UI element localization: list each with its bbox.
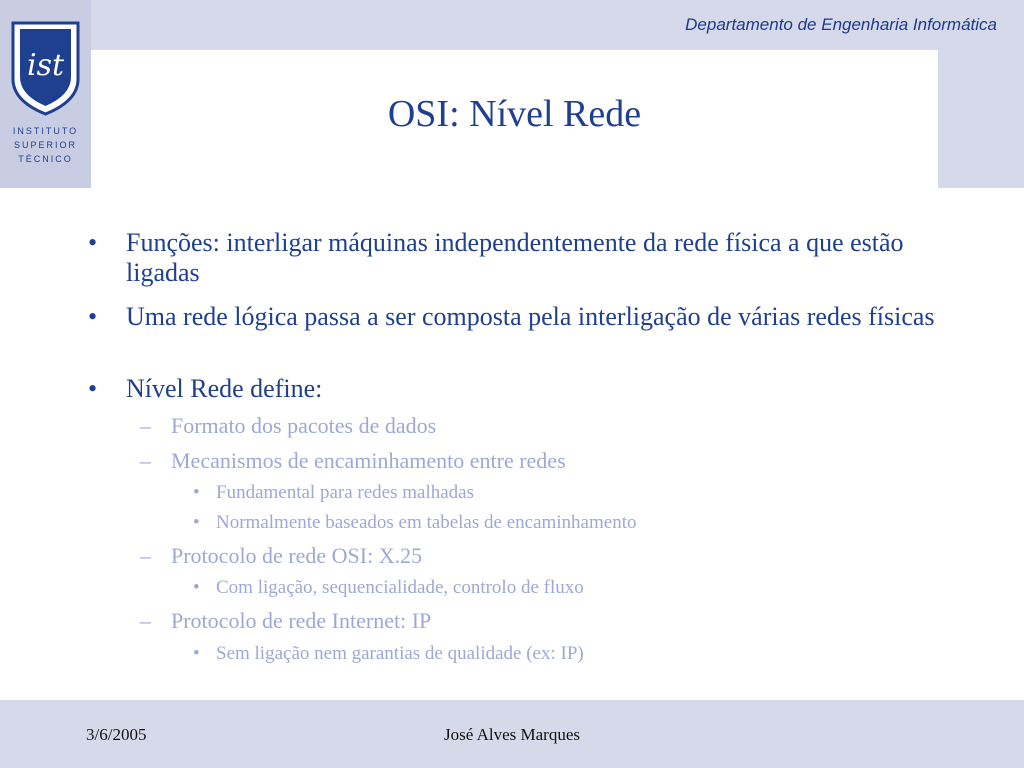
bullet-dot-icon: • [193,512,200,533]
bullet-text: Funções: interligar máquinas independentemente da rede física a que estão ligadas [126,228,904,287]
logo-line-3: TÉCNICO [18,154,73,164]
sub-sub-bullet-text: Fundamental para redes malhadas [216,482,474,503]
ist-logo-icon [9,19,82,117]
svg-text:ist: ist [26,48,65,83]
bullet-dot-icon: • [88,228,98,257]
sub-sub-bullet-text: Sem ligação nem garantias de qualidade (ex: IP) [216,643,584,664]
bullet-text: Nível Rede define: [126,374,323,403]
sub-bullet-text: Mecanismos de encaminhamento entre redes [171,448,566,473]
bullet-dot-icon: • [193,643,200,664]
logo-line-1: INSTITUTO [12,126,79,136]
sub-bullet-text: Protocolo de rede Internet: IP [171,608,432,633]
dash-icon: – [140,543,151,568]
sub-sub-bullet-text: Com ligação, sequencialidade, controlo de fluxo [216,577,584,598]
bullet-dot-icon: • [193,577,200,598]
logo-line-2: SUPERIOR [13,140,77,150]
dash-icon: – [140,608,151,633]
logo-wordmark [0,124,91,166]
title-side-panel [938,50,1024,188]
bullet-dot-icon: • [193,482,200,503]
sub-bullet-text: Protocolo de rede OSI: X.25 [171,543,423,568]
footer-author: José Alves Marques [444,725,580,744]
bullet-dot-icon: • [88,302,98,331]
bullet-dot-icon: • [88,374,98,403]
sub-bullet-text: Formato dos pacotes de dados [171,413,437,438]
bullet-text: Uma rede lógica passa a ser composta pela interligação de várias redes físicas [126,302,935,331]
slide-title: OSI: Nível Rede [387,93,642,135]
sub-sub-bullet-text: Normalmente baseados em tabelas de encaminhamento [216,512,637,533]
department-name: Departamento de Engenharia Informática [685,15,997,34]
dash-icon: – [140,413,151,438]
footer-date: 3/6/2005 [86,725,147,744]
dash-icon: – [140,448,151,473]
